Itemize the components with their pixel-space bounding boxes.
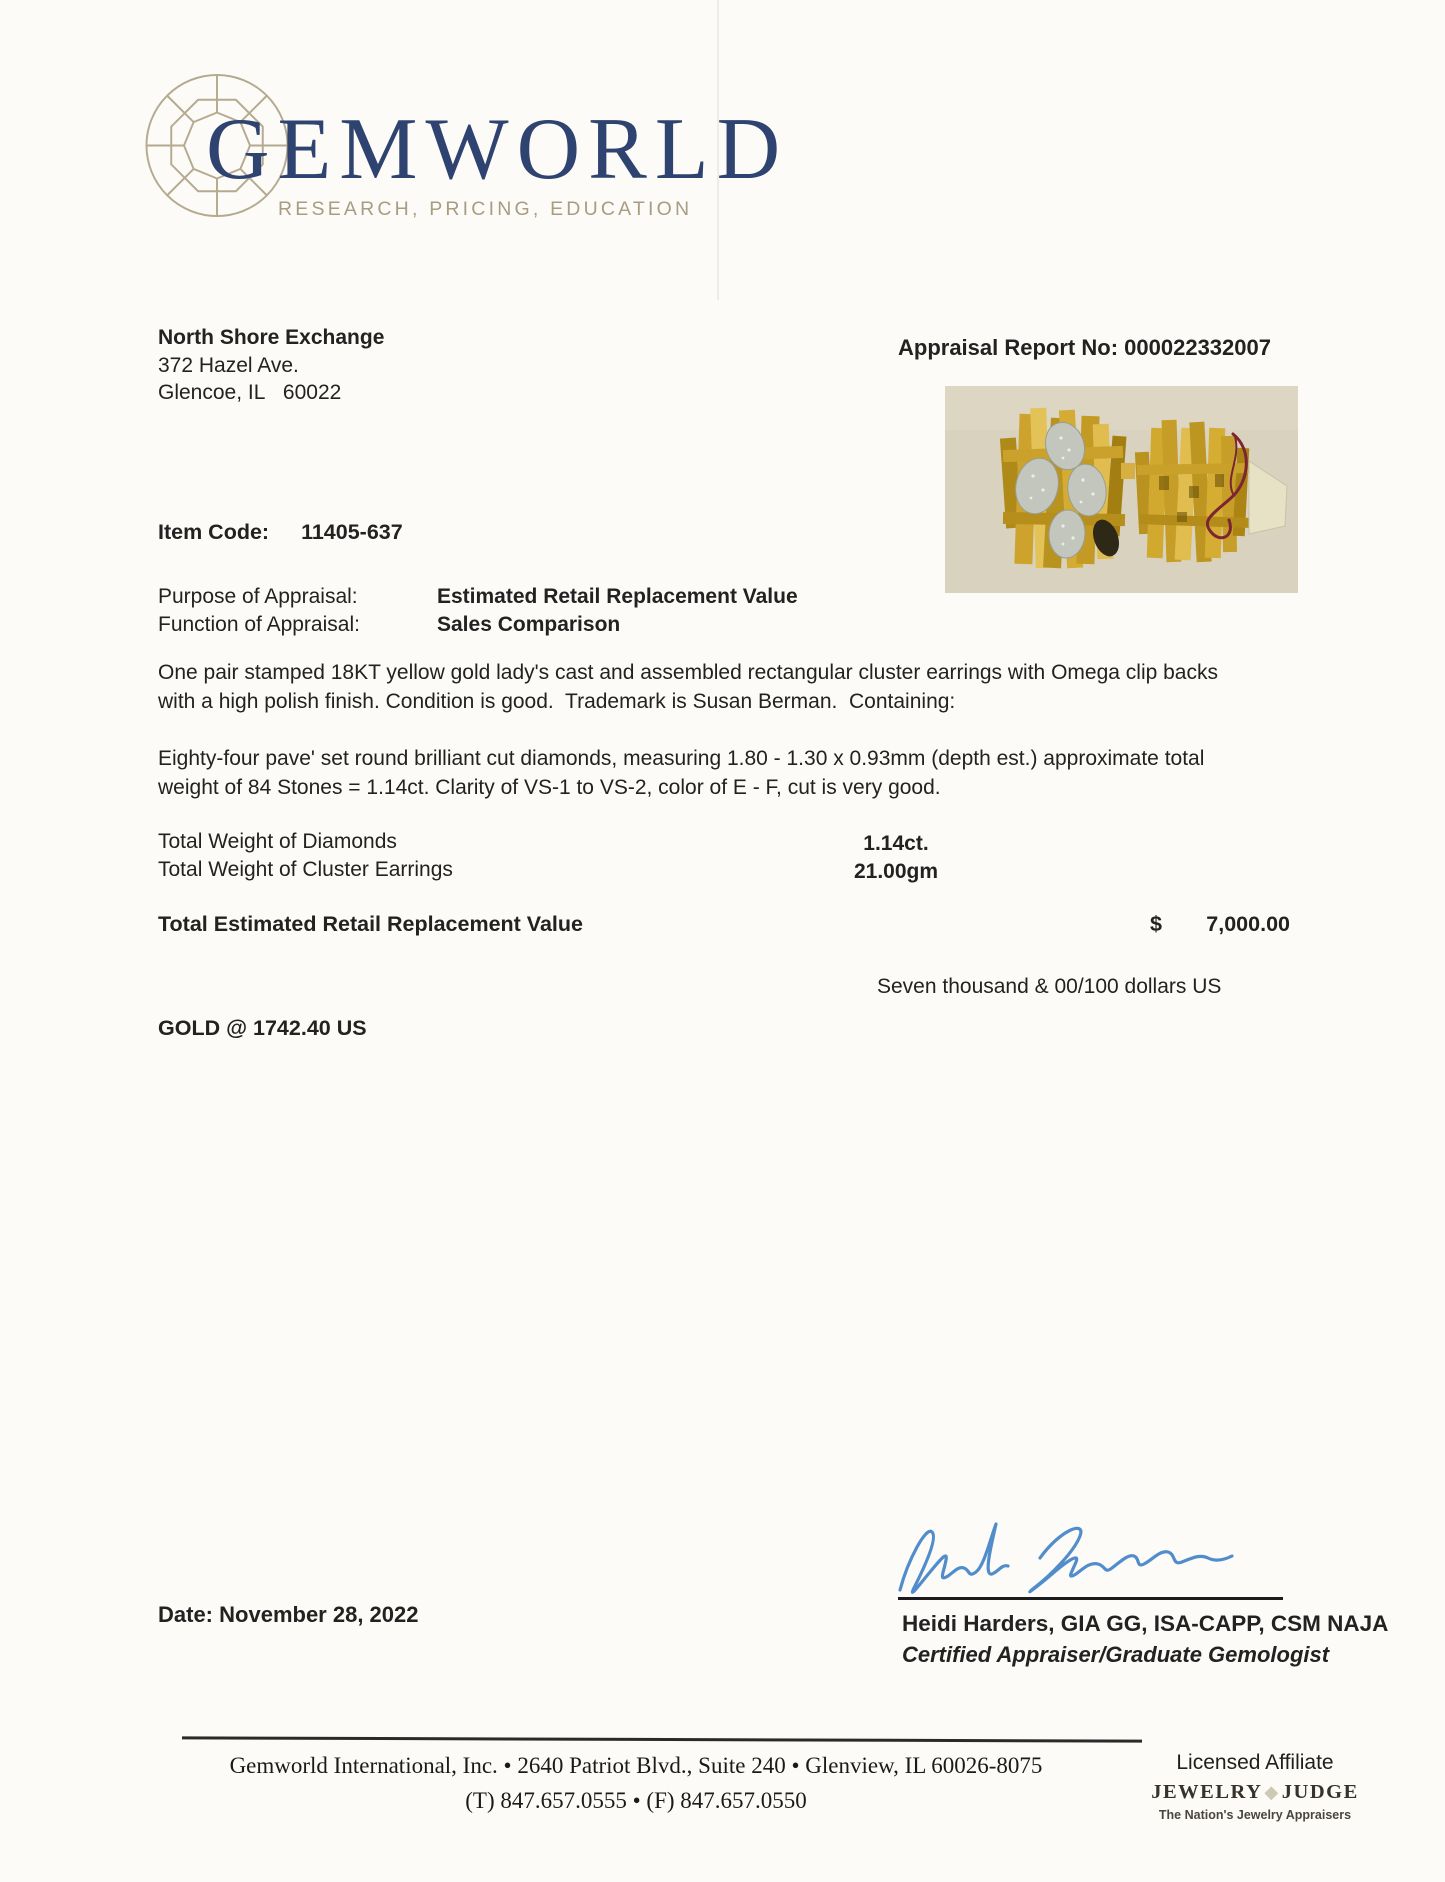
- recipient-block: [158, 324, 384, 407]
- diamond-weight-label: Total Weight of Diamonds: [158, 830, 397, 853]
- gold-price-note: GOLD @ 1742.40 US: [158, 1016, 367, 1040]
- earring-weight-label: Total Weight of Cluster Earrings: [158, 858, 453, 881]
- item-code-label: Item Code:: [158, 520, 270, 544]
- amount-in-words: Seven thousand & 00/100 dollars US: [877, 975, 1222, 998]
- date-label: Date:: [158, 1602, 214, 1627]
- retail-value-amount: 7,000.00: [1206, 912, 1290, 936]
- earring-weight-value: 21.00gm: [853, 860, 939, 883]
- jewelry-judge-word2: JUDGE: [1281, 1781, 1359, 1803]
- jewelry-judge-diamond-icon: ◆: [1264, 1782, 1280, 1802]
- report-number-label: Appraisal Report No:: [898, 335, 1119, 360]
- appraiser-title: Certified Appraiser/Graduate Gemologist: [902, 1642, 1330, 1667]
- function-value: Sales Comparison: [437, 613, 621, 636]
- gemworld-wordmark: GEMWORLD: [206, 101, 789, 198]
- jewelry-judge-tagline: The Nation's Jewelry Appraisers: [1158, 1808, 1352, 1822]
- appraiser-name: Heidi Harders, GIA GG, ISA-CAPP, CSM NAJA: [902, 1611, 1389, 1636]
- date-line: [158, 1602, 418, 1628]
- diamond-weight-value: 1.14ct.: [863, 832, 929, 855]
- appraiser-signature: [890, 1510, 1290, 1602]
- currency-symbol: $: [1150, 912, 1162, 936]
- footer-company-line: Gemworld International, Inc. • 2640 Patriot Blvd., Suite 240 • Glenview, IL 60026-8075: [229, 1753, 1043, 1778]
- purpose-value: Estimated Retail Replacement Value: [437, 585, 798, 608]
- signature-line: [898, 1597, 1283, 1600]
- licensed-affiliate-label: Licensed Affiliate: [1176, 1751, 1334, 1774]
- item-code-line: [158, 520, 403, 545]
- purpose-label: Purpose of Appraisal:: [158, 585, 358, 608]
- function-label: Function of Appraisal:: [158, 613, 360, 636]
- recipient-address-line1: 372 Hazel Ave.: [158, 353, 299, 377]
- jewelry-judge-logo: [1145, 1781, 1365, 1804]
- recipient-name: North Shore Exchange: [158, 326, 385, 349]
- jewelry-photo: [945, 386, 1298, 593]
- weight-values-column: [790, 830, 1002, 886]
- footer-phone-line: (T) 847.657.0555 • (F) 847.657.0550: [465, 1788, 807, 1813]
- footer-divider: [182, 1736, 1142, 1742]
- date-value: November 28, 2022: [219, 1602, 419, 1627]
- jewelry-judge-word1: JEWELRY: [1151, 1781, 1263, 1803]
- description-paragraph-2: Eighty-four pave' set round brilliant cut diamonds, measuring 1.80 - 1.30 x 0.93mm (depth est.) approximate total weight of 84 Stones = 1.14ct. Clarity of VS-1 to VS-2, color of E - F, cut is very good.: [158, 747, 1211, 799]
- recipient-address-line2: Glencoe, IL 60022: [158, 381, 342, 404]
- report-number-value: 000022332007: [1124, 335, 1271, 360]
- item-code-value: 11405-637: [301, 520, 403, 544]
- report-number-line: [898, 335, 1271, 361]
- description-paragraph-1: One pair stamped 18KT yellow gold lady's cast and assembled rectangular cluster earrings with Omega clip backs with a high polish finish. Condition is good. Trademark is Susan Berman. Containing:: [158, 661, 1224, 713]
- logo-tagline: RESEARCH, PRICING, EDUCATION: [278, 198, 693, 220]
- retail-value-label: Total Estimated Retail Replacement Value: [158, 912, 583, 936]
